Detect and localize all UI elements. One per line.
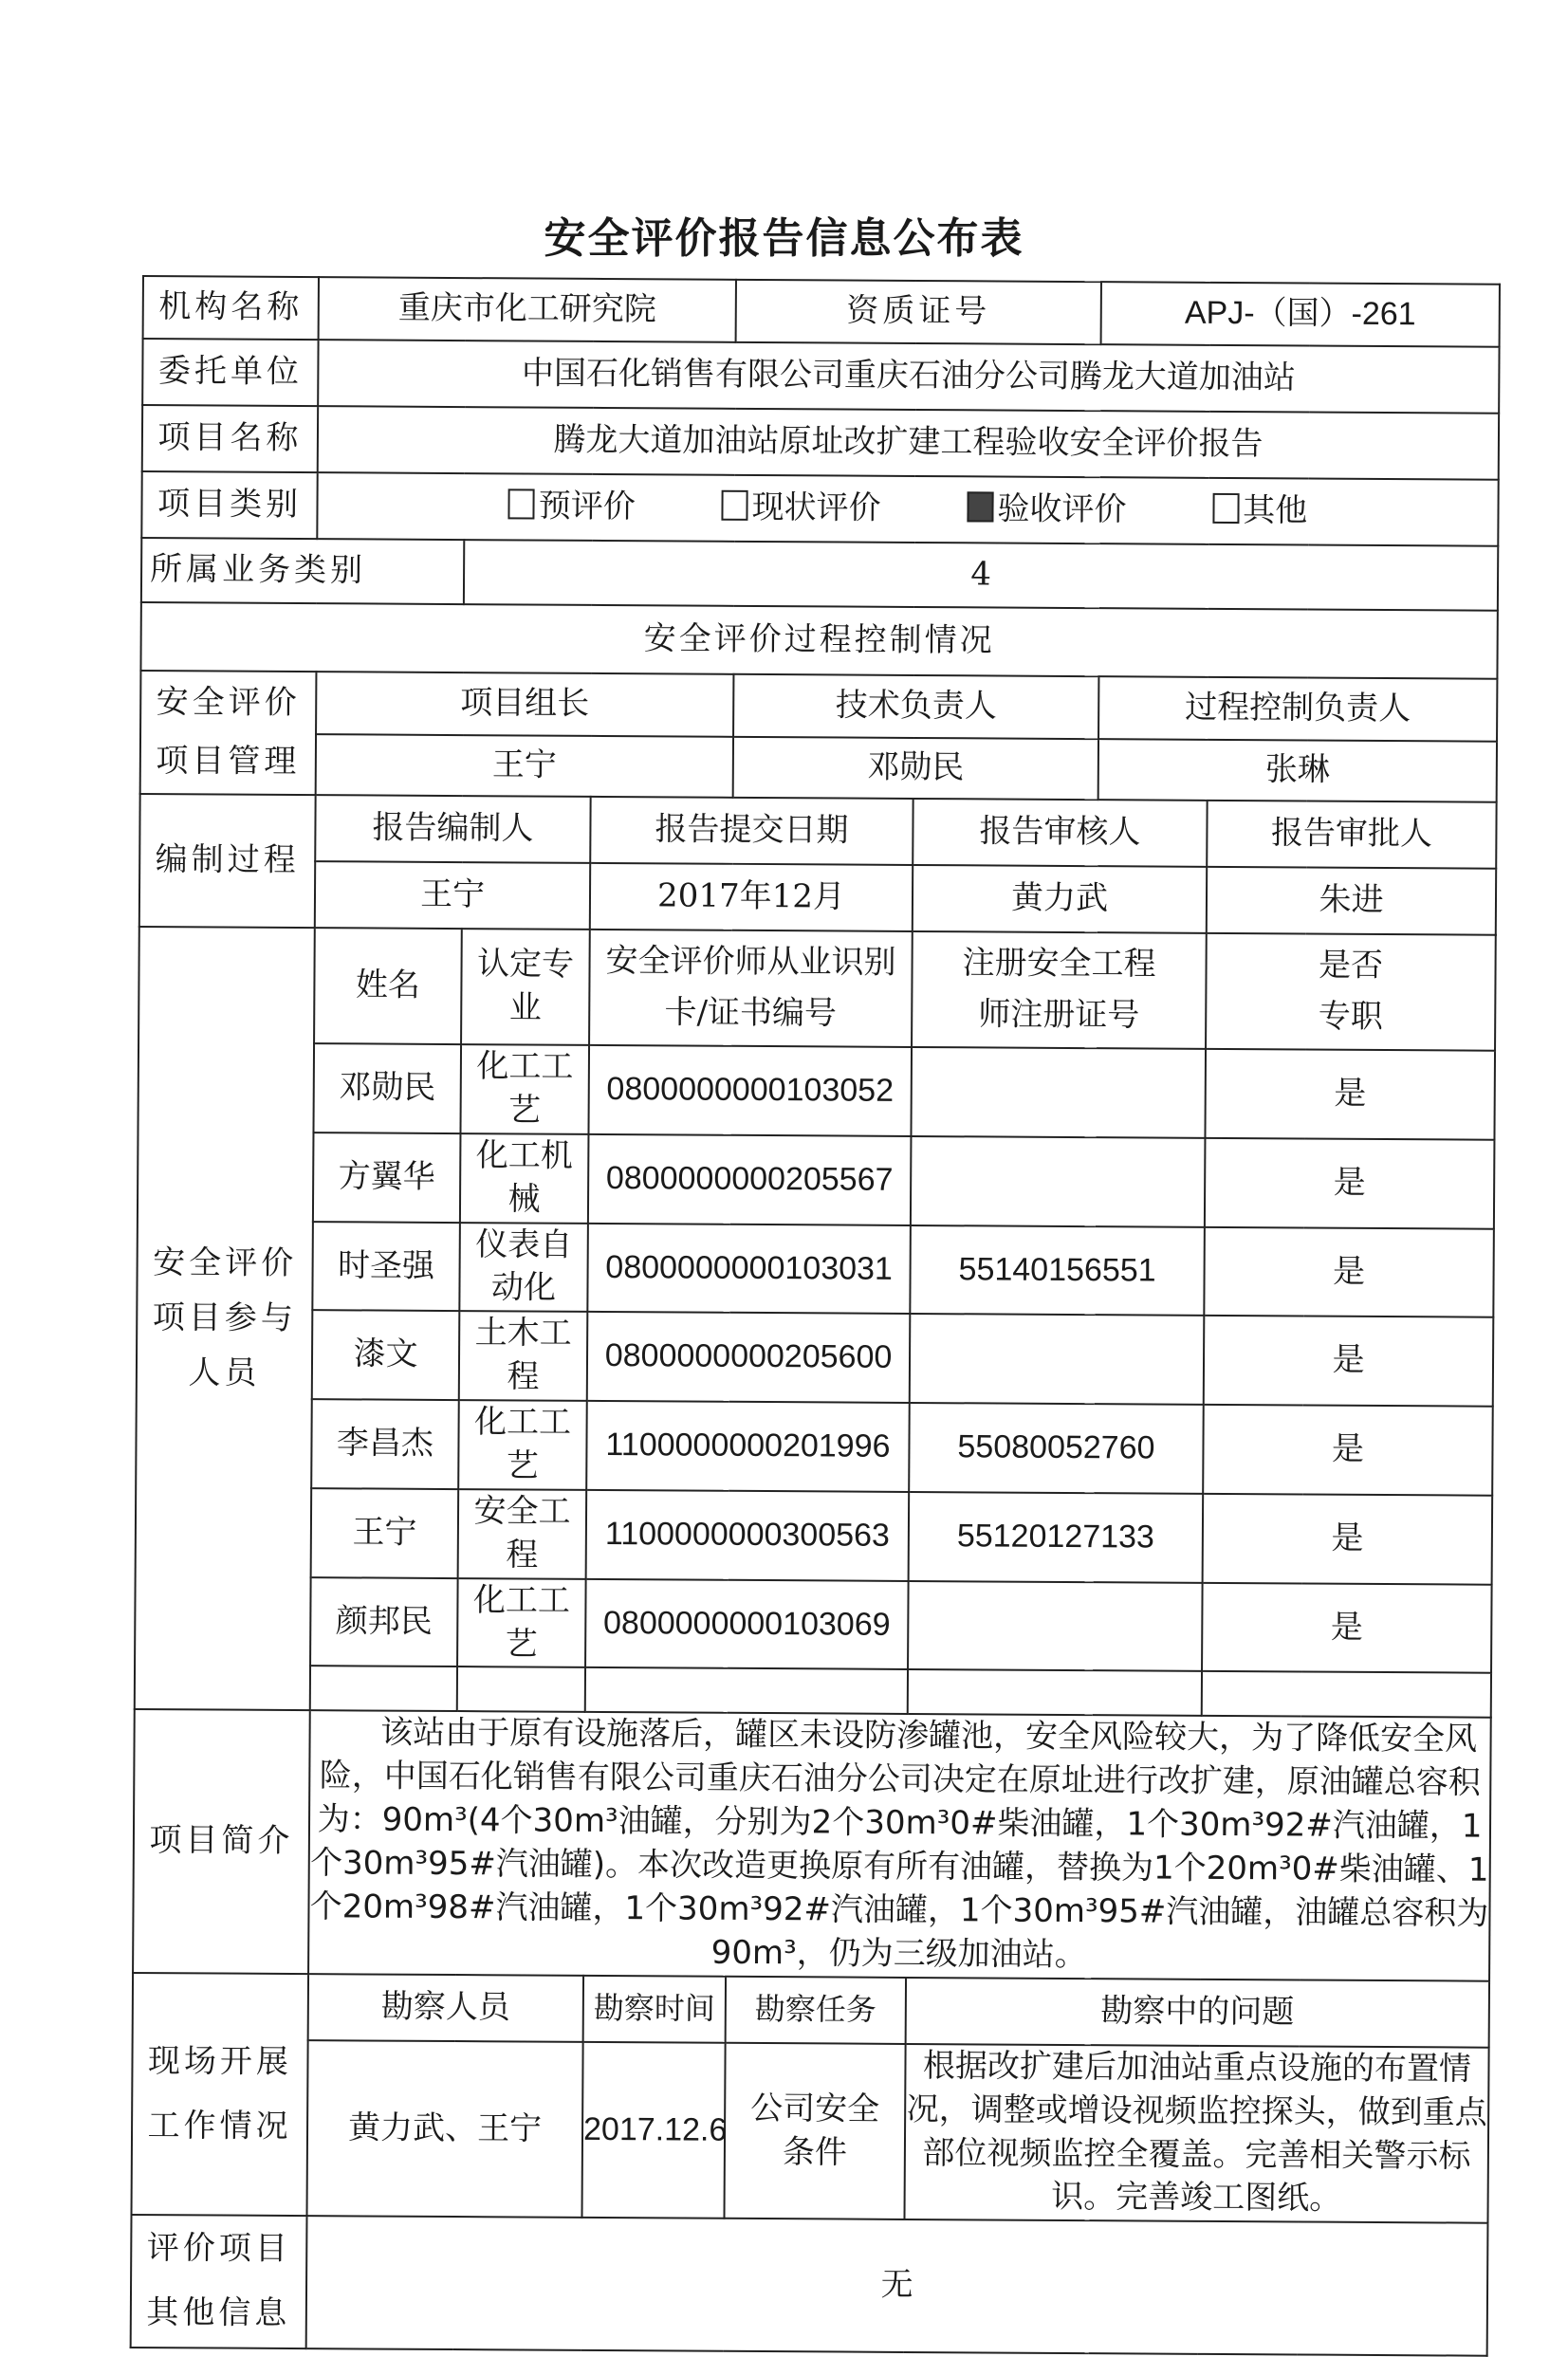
participant-name: 王宁 (311, 1488, 459, 1578)
participant-fulltime: 是 (1202, 1583, 1492, 1674)
checkbox-acceptance-evaluation[interactable] (967, 491, 993, 522)
checkbox-status-evaluation[interactable] (722, 490, 748, 521)
participant-reg (908, 1669, 1202, 1716)
participant-fulltime: 是 (1204, 1316, 1494, 1407)
header-reviewer: 报告审核人 (913, 799, 1207, 867)
header-approver: 报告审批人 (1207, 801, 1496, 869)
submit-date-value: 2017年12月 (590, 863, 913, 931)
header-report-author: 报告编制人 (315, 795, 590, 863)
other-info-value: 无 (306, 2216, 1488, 2356)
business-category-label: 所属业务类别 (141, 538, 464, 604)
option-status-evaluation[interactable]: 现状评价 (721, 487, 880, 531)
project-name-row (142, 405, 1499, 480)
project-type-row (141, 471, 1498, 546)
participant-name (310, 1666, 457, 1712)
compilation-header-row (139, 794, 1496, 869)
participant-card: 1100000000201996 (586, 1401, 910, 1492)
management-header-row (140, 671, 1497, 742)
management-value-row (140, 733, 1497, 802)
process-section-title: 安全评价过程控制情况 (140, 602, 1497, 679)
checkbox-pre-evaluation[interactable] (508, 488, 535, 519)
participant-reg: 55080052760 (909, 1403, 1204, 1494)
report-author-value: 王宁 (315, 861, 590, 930)
project-name-value: 腾龙大道加油站原址改扩建工程验收安全评价报告 (318, 406, 1499, 480)
survey-personnel-value: 黄力武、王宁 (307, 2040, 583, 2218)
header-specialty: 认定专业 (461, 929, 590, 1045)
project-type-label: 项目类别 (141, 471, 317, 539)
participant-specialty: 安全工程 (458, 1489, 587, 1579)
business-category-value: 4 (464, 540, 1498, 611)
table-row (136, 1487, 1493, 1585)
org-value: 重庆市化工研究院 (319, 277, 736, 342)
header-survey-issues: 勘察中的问题 (906, 1978, 1489, 2048)
participant-name: 漆文 (312, 1310, 460, 1400)
participant-reg: 55140156551 (910, 1225, 1205, 1317)
process-control-lead-value: 张琳 (1098, 739, 1497, 802)
project-type-options (317, 472, 1498, 546)
reviewer-value: 黄力武 (913, 865, 1207, 933)
table-row (138, 1132, 1495, 1229)
participant-name: 李昌杰 (311, 1399, 459, 1489)
survey-task-value: 公司安全条件 (725, 2043, 906, 2220)
participant-specialty: 化工工艺 (458, 1400, 587, 1490)
table-row (138, 1042, 1495, 1140)
other-info-label: 评价项目 其他信息 (131, 2215, 307, 2348)
management-label: 安全评价 项目管理 (140, 671, 317, 795)
participant-card: 0800000000205567 (588, 1134, 912, 1225)
table-row (136, 1398, 1493, 1496)
page-title: 安全评价报告信息公布表 (544, 214, 1024, 263)
client-row (142, 339, 1499, 414)
participant-reg: 55120127133 (909, 1492, 1204, 1583)
business-category-row (141, 538, 1498, 611)
participant-card: 1100000000300563 (586, 1490, 910, 1581)
table-row (137, 1309, 1494, 1407)
process-section-row (140, 602, 1497, 679)
participant-specialty: 化工工艺 (460, 1044, 589, 1134)
header-card-number: 安全评价师从业识别 卡/证书编号 (589, 930, 913, 1047)
project-leader-value: 王宁 (316, 734, 733, 798)
participant-fulltime: 是 (1203, 1494, 1493, 1585)
participant-specialty: 化工机械 (460, 1133, 589, 1224)
option-acceptance-evaluation[interactable]: 验收评价 (967, 488, 1126, 532)
header-project-leader: 项目组长 (316, 672, 733, 737)
header-submit-date: 报告提交日期 (590, 797, 913, 865)
site-work-label: 现场开展 工作情况 (132, 1973, 309, 2217)
compilation-label: 编制过程 (139, 794, 316, 928)
summary-row (133, 1709, 1491, 1980)
participant-specialty (457, 1667, 585, 1713)
participant-fulltime (1202, 1671, 1491, 1718)
survey-issues-value: 根据改扩建后加油站重点设施的布置情况，调整或增设视频监控探头，做到重点部位视频监控全覆盖。完善相关警示标识。完善竣工图纸。 (905, 2044, 1489, 2223)
participant-reg (908, 1581, 1203, 1672)
participant-card (585, 1667, 908, 1714)
org-row (143, 276, 1500, 347)
other-info-row (131, 2215, 1488, 2356)
cert-label: 资质证号 (736, 280, 1101, 344)
header-process-control-lead: 过程控制负责人 (1098, 676, 1497, 742)
participant-fulltime: 是 (1204, 1226, 1494, 1317)
header-survey-task: 勘察任务 (726, 1977, 906, 2044)
participant-reg (911, 1047, 1206, 1138)
participant-name: 颜邦民 (310, 1577, 458, 1667)
table-row (135, 1576, 1492, 1674)
site-work-header-row (133, 1973, 1489, 2048)
participant-reg (911, 1136, 1206, 1227)
option-pre-evaluation[interactable]: 预评价 (508, 485, 636, 529)
participant-name: 方翼华 (313, 1132, 461, 1223)
participant-specialty: 仪表自动化 (459, 1223, 588, 1313)
org-label: 机构名称 (143, 276, 319, 340)
participant-fulltime: 是 (1205, 1138, 1495, 1229)
technical-lead-value: 邓勋民 (733, 737, 1098, 800)
participant-card: 0800000000103031 (587, 1223, 911, 1314)
participants-header-row (138, 927, 1496, 1051)
compilation-value-row (139, 860, 1496, 935)
site-work-value-row (132, 2039, 1489, 2223)
approver-value: 朱进 (1207, 867, 1496, 935)
participant-name: 时圣强 (312, 1222, 460, 1312)
table-row (137, 1221, 1494, 1318)
header-survey-date: 勘察时间 (583, 1976, 726, 2043)
participant-fulltime: 是 (1203, 1405, 1493, 1496)
checkbox-other[interactable] (1212, 493, 1239, 524)
header-survey-personnel: 勘察人员 (308, 1974, 583, 2042)
client-label: 委托单位 (142, 339, 318, 406)
participants-label: 安全评价 项目参与 人员 (135, 927, 315, 1711)
participant-specialty: 土木工程 (459, 1311, 588, 1401)
summary-text-cell (308, 1711, 1491, 1981)
header-technical-lead: 技术负责人 (733, 674, 1098, 739)
summary-label: 项目简介 (133, 1709, 310, 1973)
info-form-table (130, 275, 1501, 2357)
participant-fulltime: 是 (1205, 1049, 1495, 1140)
option-other[interactable]: 其他 (1212, 489, 1307, 534)
header-registration-number: 注册安全工程 师注册证号 (912, 931, 1207, 1049)
participant-card: 0800000000205600 (587, 1312, 911, 1403)
participant-name: 邓勋民 (313, 1043, 461, 1133)
client-value: 中国石化销售有限公司重庆石油分公司腾龙大道加油站 (318, 340, 1499, 414)
cert-value: APJ-（国）-261 (1101, 282, 1500, 347)
header-name: 姓名 (314, 928, 462, 1044)
summary-text: 该站由于原有设施落后，罐区未设防渗罐池，安全风险较大，为了降低安全风险，中国石化销售有限公司重庆石油分公司决定在原址进行改扩建，原油罐总容积为：90m³(4个30m³油罐，分别为2个30m³0#柴油罐，1个30m³92#汽油罐，1个30m³95#汽油罐)。本次改造更换原有所有油罐，替换为1个20m³0#柴油罐、1个20m³98#汽油罐，1个30m³92#汽油罐，1个30m³95#汽油罐，油罐总容积为90m³，仍为三级加油站。 (309, 1714, 1489, 1975)
project-name-label: 项目名称 (142, 405, 318, 472)
participant-card: 0800000000103052 (588, 1045, 912, 1136)
participant-specialty: 化工工艺 (457, 1578, 586, 1668)
participant-card: 0800000000103069 (585, 1579, 909, 1670)
participant-reg (910, 1314, 1205, 1405)
header-fulltime: 是否 专职 (1206, 933, 1496, 1051)
survey-date-value: 2017.12.6 (581, 2042, 725, 2219)
